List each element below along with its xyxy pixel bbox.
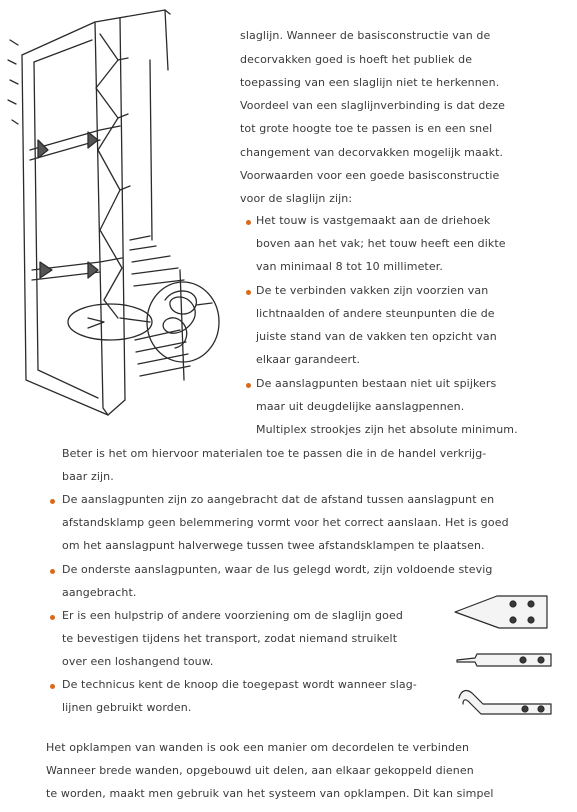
text-line: juiste stand van de vakken ten opzicht van	[256, 330, 497, 343]
text-line: lichtnaalden of andere steunpunten die de	[256, 307, 495, 320]
text-line: Beter is het om hiervoor materialen toe te passen die in de handel verkrijg-	[62, 447, 487, 460]
text-line: over een loshangend touw.	[62, 655, 214, 668]
text-line: changement van decorvakken mogelijk maakt.	[240, 146, 504, 159]
text-line: De aanslagpunten bestaan niet uit spijkers	[256, 377, 497, 390]
text-line: De te verbinden vakken zijn voorzien van	[256, 284, 489, 297]
text-line: Er is een hulpstrip of andere voorziening om de slaglijn goed	[62, 609, 403, 622]
text-line: afstandsklamp geen belemmering vormt voor het correct aanslaan. Het is goed	[62, 516, 509, 529]
text-line: Voordeel van een slaglijnverbinding is dat deze	[240, 99, 506, 112]
text-line: te bevestigen tijdens het transport, zodat niemand struikelt	[62, 632, 398, 645]
hardware-sketches	[447, 590, 577, 720]
text-line: lijnen gebruikt worden.	[62, 701, 192, 714]
text-line: Voorwaarden voor een goede basisconstructie	[240, 169, 500, 182]
text-line: De aanslagpunten zijn zo aangebracht dat de afstand tussen aanslagpunt en	[62, 493, 495, 506]
text-line: Het touw is vastgemaakt aan de driehoek	[256, 214, 491, 227]
bullet-dot	[246, 383, 251, 388]
bullet-dot	[50, 499, 55, 504]
text-line: slaglijn. Wanneer de basisconstructie van de	[240, 29, 491, 42]
flat-lashline-sketch	[0, 0, 230, 420]
text-line: om het aanslagpunt halverwege tussen twee afstandsklampen te plaatsen.	[62, 539, 485, 552]
text-line: baar zijn.	[62, 470, 114, 483]
text-line: decorvakken goed is hoeft het publiek de	[240, 53, 473, 66]
text-line: De onderste aanslagpunten, waar de lus gelegd wordt, zijn voldoende stevig	[62, 563, 493, 576]
text-line: tot grote hoogte toe te passen is en een snel	[240, 122, 493, 135]
text-line: elkaar garandeert.	[256, 353, 361, 366]
text-line: boven aan het vak; het touw heeft een dikte	[256, 237, 506, 250]
bullet-dot	[246, 290, 251, 295]
text-line: van minimaal 8 tot 10 millimeter.	[256, 260, 443, 273]
text-line: maar uit deugdelijke aanslagpennen.	[256, 400, 465, 413]
bullet-dot	[50, 684, 55, 689]
text-line: toepassing van een slaglijn niet te herkennen.	[240, 76, 500, 89]
text-line: voor de slaglijn zijn:	[240, 192, 353, 205]
text-line: te worden, maakt men gebruik van het systeem van opklampen. Dit kan simpel	[46, 787, 494, 800]
text-line: Multiplex strookjes zijn het absolute minimum.	[256, 423, 518, 436]
text-line: De technicus kent de knoop die toegepast wordt wanneer slag-	[62, 678, 417, 691]
bullet-dot	[50, 615, 55, 620]
text-line: Het opklampen van wanden is ook een manier om decordelen te verbinden	[46, 741, 470, 754]
text-line: aangebracht.	[62, 586, 137, 599]
text-line: Wanneer brede wanden, opgebouwd uit delen, aan elkaar gekoppeld dienen	[46, 764, 474, 777]
bullet-dot	[50, 569, 55, 574]
bullet-dot	[246, 220, 251, 225]
